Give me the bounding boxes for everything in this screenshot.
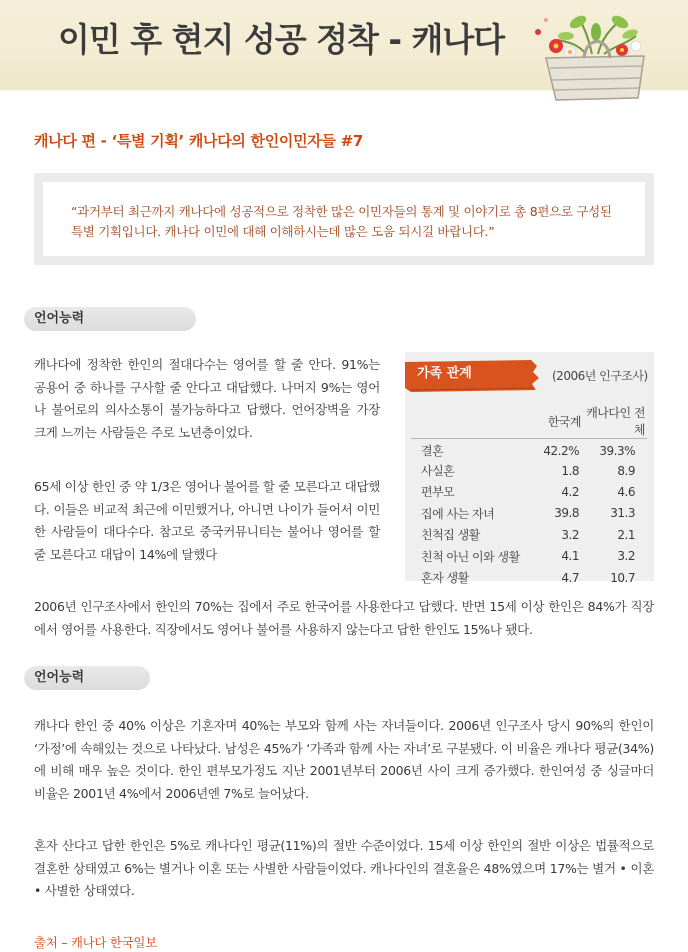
- table-header-blank: [411, 404, 531, 439]
- section1-paragraph-3: 2006년 인구조사에서 한인의 70%는 집에서 주로 한국어를 사용한다고 답했다. 반면 15세 이상 한인은 84%가 직장에서 영어를 사용한다. 직장에서도 영어나 불어를 사용하지 않는다고 답한 한인도 15%나 됐다.: [34, 599, 654, 637]
- row-canada-value: 31.3: [610, 506, 635, 521]
- table-row: [411, 567, 647, 588]
- row-label: 집에 사는 자녀: [421, 506, 495, 521]
- table-source-note: (2006년 인구조사): [552, 369, 648, 383]
- table-row: [411, 439, 647, 460]
- table-row: [411, 460, 647, 481]
- row-korean-value: 1.8: [561, 463, 579, 478]
- row-korean-value: 3.2: [561, 527, 579, 542]
- row-label: 혼자 생활: [421, 571, 469, 586]
- row-canada-value: 8.9: [617, 463, 635, 478]
- section-heading-2: 언어능력: [24, 666, 150, 690]
- column-header-canada: 캐나다인 전체: [583, 404, 647, 439]
- row-korean-value: 4.1: [561, 549, 579, 564]
- row-canada-value: 3.2: [617, 549, 635, 564]
- row-canada-value: 4.6: [617, 484, 635, 499]
- family-table-grid: [411, 404, 647, 588]
- row-label: 편부모: [421, 485, 455, 500]
- intro-quote-text: “과거부터 최근까지 캐나다에 성공적으로 정착한 많은 이민자들의 통계 및 이야기로 총 8편으로 구성된 특별 기획입니다. 캐나다 이민에 대해 이해하시는데 많은 도움 되시길 바랍니다.”: [43, 182, 645, 256]
- row-label: 친척 아닌 이와 생활: [421, 549, 520, 564]
- row-korean-value: 42.2%: [543, 443, 579, 458]
- row-label: 사실혼: [421, 464, 455, 479]
- section2-paragraph-1: 캐나다 한인 중 40% 이상은 기혼자며 40%는 부모와 함께 사는 자녀들이다. 2006년 인구조사 당시 90%의 한인이 ‘가정’에 속해있는 것으로 나타났다. 남성은 45%가 ‘가족과 함께 사는 자녀’로 구분됐다. 이 비율은 캐나다 평균(34%)에 비해 매우 높은 것이다. 한인 편부모가정도 지난 2001년부터 2006년 사이 크게 증가했다. 한인여성 중 싱글마더 비율은 2001년 4%에서 2006년엔 7%로 늘어났다.: [34, 718, 654, 801]
- column-header-korean: 한국계: [531, 404, 583, 439]
- page-title: 이민 후 현지 성공 정착 - 캐나다: [58, 20, 505, 59]
- row-korean-value: 39.8: [554, 506, 579, 521]
- section1-paragraph-1: 캐나다에 정착한 한인의 절대다수는 영어를 할 줄 안다. 91%는 공용어 중 하나를 구사할 줄 안다고 대답했다. 나머지 9%는 영어나 불어로의 의사소통이 불가능하다고 답했다. 언어장벽을 가장 크게 느끼는 사람들은 주로 노년층이었다.: [34, 357, 380, 440]
- row-canada-value: 2.1: [617, 527, 635, 542]
- table-row: [411, 503, 647, 524]
- row-korean-value: 4.2: [561, 484, 579, 499]
- section-heading-1: 언어능력: [24, 307, 196, 331]
- row-canada-value: 39.3%: [599, 443, 635, 458]
- row-korean-value: 4.7: [561, 570, 579, 585]
- article-subtitle: 캐나다 편 - ‘특별 기획’ 캐나다의 한인이민자들 #7: [34, 132, 364, 150]
- family-relation-table: [405, 352, 654, 586]
- table-row: [411, 481, 647, 502]
- row-label: 친척집 생활: [421, 528, 480, 543]
- row-canada-value: 10.7: [610, 570, 635, 585]
- article-source: 출처 – 캐나다 한국일보: [34, 935, 157, 950]
- table-tag-label: 가족 관계: [417, 366, 472, 381]
- intro-quote-box: [34, 173, 654, 265]
- page-header: [0, 0, 688, 92]
- table-header-row: [411, 404, 647, 439]
- table-row: [411, 545, 647, 566]
- flower-basket-icon: [526, 6, 658, 104]
- section2-paragraph-2: 혼자 산다고 답한 한인은 5%로 캐나다인 평균(11%)의 절반 수준이었다. 15세 이상 한인의 절반 이상은 법률적으로 결혼한 상태였고 6%는 별거나 이혼 또는 사별한 사람들이었다. 캐나다인의 결혼율은 48%였으며 17%는 별거 • 이혼 • 사별한 상태였다.: [34, 838, 654, 898]
- table-row: [411, 524, 647, 545]
- section1-paragraph-2: 65세 이상 한인 중 약 1/3은 영어나 불어를 할 줄 모른다고 대답했다. 이들은 비교적 최근에 이민했거나, 아니면 나이가 들어서 이민한 사람들이 대다수다. 참고로 중국커뮤니티는 불어나 영어를 할 줄 모른다고 대답이 14%에 달했다: [34, 479, 380, 562]
- row-label: 결혼: [421, 444, 444, 459]
